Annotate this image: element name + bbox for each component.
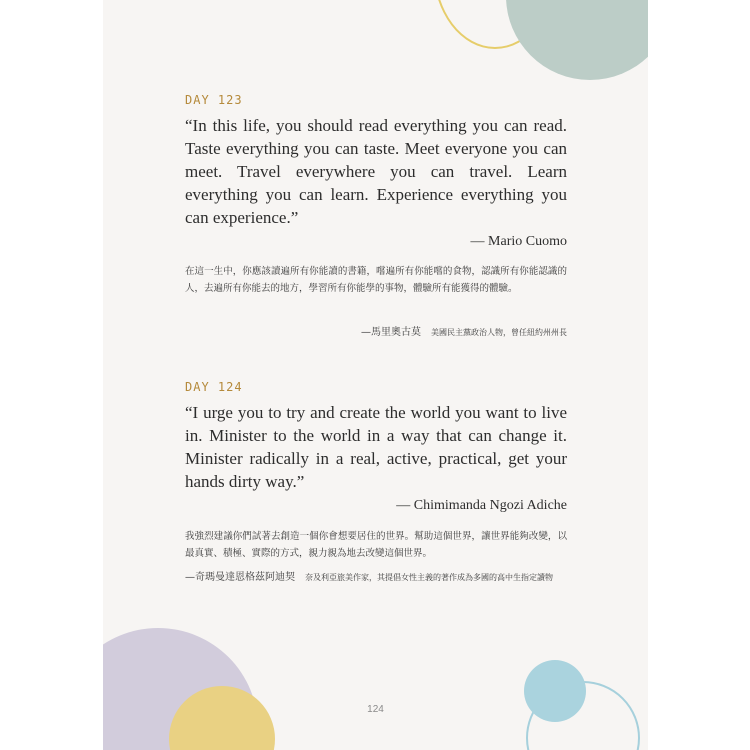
chinese-author-description: 美國民主黨政治人物，曾任紐約州州長	[431, 328, 567, 337]
chinese-translation: 我強烈建議你們試著去創造一個你會想要居住的世界。幫助這個世界，讓世界能夠改變，以最真實、積極、實際的方式，親力親為地去改變這個世界。	[185, 531, 567, 559]
chinese-author-name: —馬里奧古莫	[361, 327, 421, 338]
page-number: 124	[367, 704, 384, 715]
quote-author: — Chimimanda Ngozi Adiche	[396, 498, 567, 513]
day-label: DAY 124	[185, 380, 243, 394]
chinese-author-line	[185, 566, 569, 586]
day-label: DAY 123	[185, 93, 243, 107]
chinese-author-name: —奇瑪曼達恩格茲阿迪契	[185, 572, 295, 583]
book-page	[103, 0, 648, 750]
chinese-author-description: 奈及利亞旅美作家，其提倡女性主義的著作成為多國的高中生指定讀物	[305, 573, 553, 582]
chinese-author-line	[361, 320, 567, 339]
decorative-sage-circle	[506, 0, 648, 80]
quote-text: “In this life, you should read everything you can read. Taste everything you can taste. Meet everyone you can meet. Travel everywhere you can travel. Learn everything you can learn. Experience everything you can experience.”	[185, 116, 567, 227]
quote-text: “I urge you to try and create the world you want to live in. Minister to the world in a way that can change it. Minister radically in a real, active, practical, get your hands dirty way.”	[185, 403, 567, 491]
chinese-translation: 在這一生中，你應該讀遍所有你能讀的書籍，嚐遍所有你能嚐的食物，認識所有你能認識的人，去遍所有你能去的地方，學習所有你能學的事物，體驗所有能獲得的體驗。	[185, 266, 567, 294]
quote-author: — Mario Cuomo	[470, 234, 567, 249]
